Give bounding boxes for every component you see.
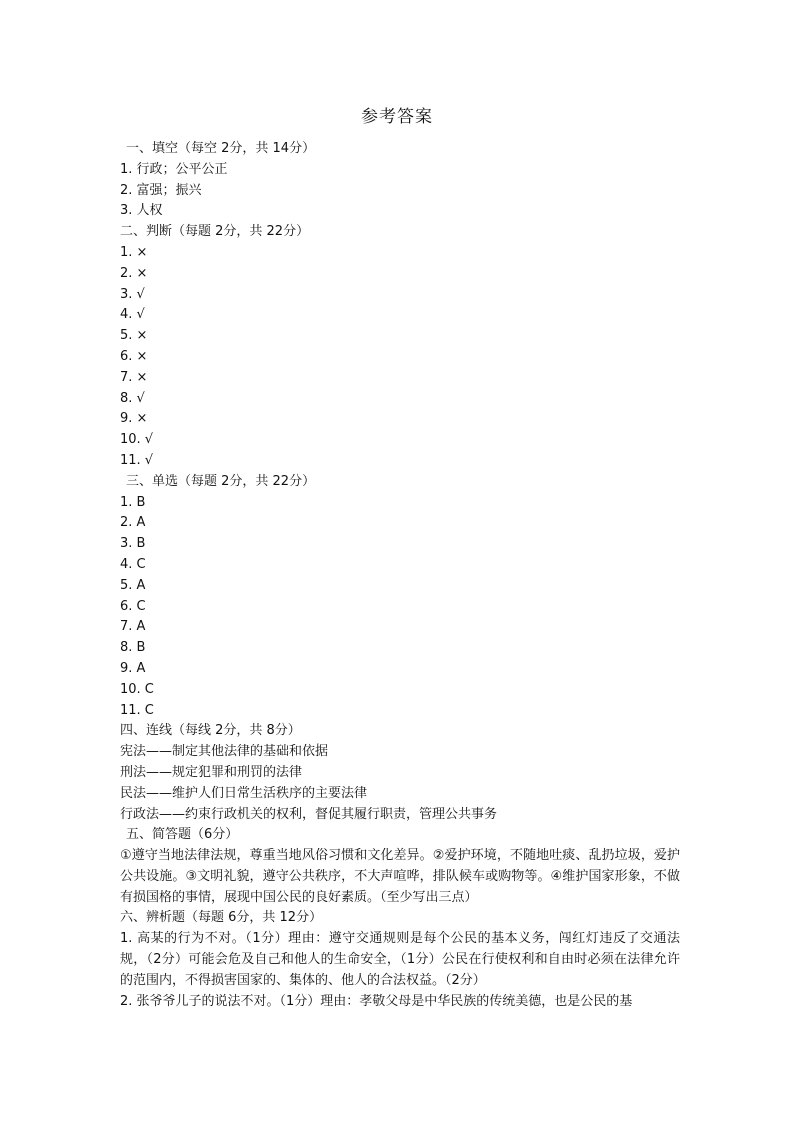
matching-answer-1: 宪法——制定其他法律的基础和依据 bbox=[120, 744, 329, 760]
single-choice-answer-1: 1. B bbox=[120, 494, 146, 510]
matching-answer-2: 刑法——规定犯罪和刑罚的法律 bbox=[120, 764, 303, 780]
single-choice-answer-5: 5. A bbox=[120, 577, 146, 593]
section-heading-analysis: 六、辨析题（每题 6分，共 12分） bbox=[120, 910, 323, 926]
true-false-answer-5: 5. × bbox=[120, 328, 148, 344]
section-heading-true-false: 二、判断（每题 2分，共 22分） bbox=[120, 224, 310, 240]
analysis-answer-2: 2. 张爷爷儿子的说法不对。（1分）理由：孝敬父母是中华民族的传统美德，也是公民的基 bbox=[120, 993, 633, 1009]
matching-answer-3: 民法——维护人们日常生活秩序的主要法律 bbox=[120, 785, 368, 801]
section-heading-matching: 四、连线（每线 2分，共 8分） bbox=[120, 723, 301, 739]
single-choice-answer-2: 2. A bbox=[120, 515, 146, 531]
section-heading-fill-blank: 一、填空（每空 2分，共 14分） bbox=[126, 141, 316, 156]
true-false-answer-2: 2. × bbox=[120, 265, 148, 281]
single-choice-answer-11: 11. C bbox=[120, 702, 154, 718]
true-false-answer-3: 3. √ bbox=[120, 286, 145, 302]
single-choice-answer-6: 6. C bbox=[120, 598, 146, 614]
true-false-answer-4: 4. √ bbox=[120, 307, 145, 323]
page-title: 参考答案 bbox=[361, 107, 433, 127]
section-heading-short-answer: 五、简答题（6分） bbox=[126, 827, 239, 843]
fill-blank-answer-2: 2. 富强；振兴 bbox=[120, 182, 202, 198]
true-false-answer-10: 10. √ bbox=[120, 432, 154, 448]
matching-answer-4: 行政法——约束行政机关的权利，督促其履行职责，管理公共事务 bbox=[120, 806, 498, 822]
single-choice-answer-8: 8. B bbox=[120, 640, 146, 656]
fill-blank-answer-3: 3. 人权 bbox=[120, 203, 163, 219]
answer-content bbox=[120, 139, 680, 1012]
section-heading-single-choice: 三、单选（每题 2分，共 22分） bbox=[126, 473, 316, 489]
true-false-answer-6: 6. × bbox=[120, 348, 148, 364]
true-false-answer-7: 7. × bbox=[120, 369, 148, 385]
fill-blank-answer-1: 1. 行政；公平公正 bbox=[120, 161, 228, 177]
true-false-answer-8: 8. √ bbox=[120, 390, 145, 406]
single-choice-answer-10: 10. C bbox=[120, 681, 154, 697]
true-false-answer-11: 11. √ bbox=[120, 452, 154, 468]
short-answer-text: ①遵守当地法律法规，尊重当地风俗习惯和文化差异。②爱护环境，不随地吐痰、乱扔垃圾，爱护公共设施。③文明礼貌，遵守公共秩序，不大声喧哗，排队候车或购物等。④维护国家形象，不做有损国格的事情，展现中国公民的良好素质。（至少写出三点） bbox=[120, 848, 680, 905]
analysis-answer-1: 1. 高某的行为不对。（1分）理由：遵守交通规则是每个公民的基本义务，闯红灯违反了交通法规，（2分）可能会危及自己和他人的生命安全，（1分）公民在行使权利和自由时必须在法律允许的范围内，不得损害国家的、集体的、他人的合法权益。（2分） bbox=[120, 931, 680, 988]
true-false-answer-1: 1. × bbox=[120, 244, 148, 260]
single-choice-answer-3: 3. B bbox=[120, 536, 146, 552]
true-false-answer-9: 9. × bbox=[120, 411, 148, 427]
single-choice-answer-9: 9. A bbox=[120, 660, 146, 676]
single-choice-answer-4: 4. C bbox=[120, 556, 146, 572]
single-choice-answer-7: 7. A bbox=[120, 619, 146, 635]
